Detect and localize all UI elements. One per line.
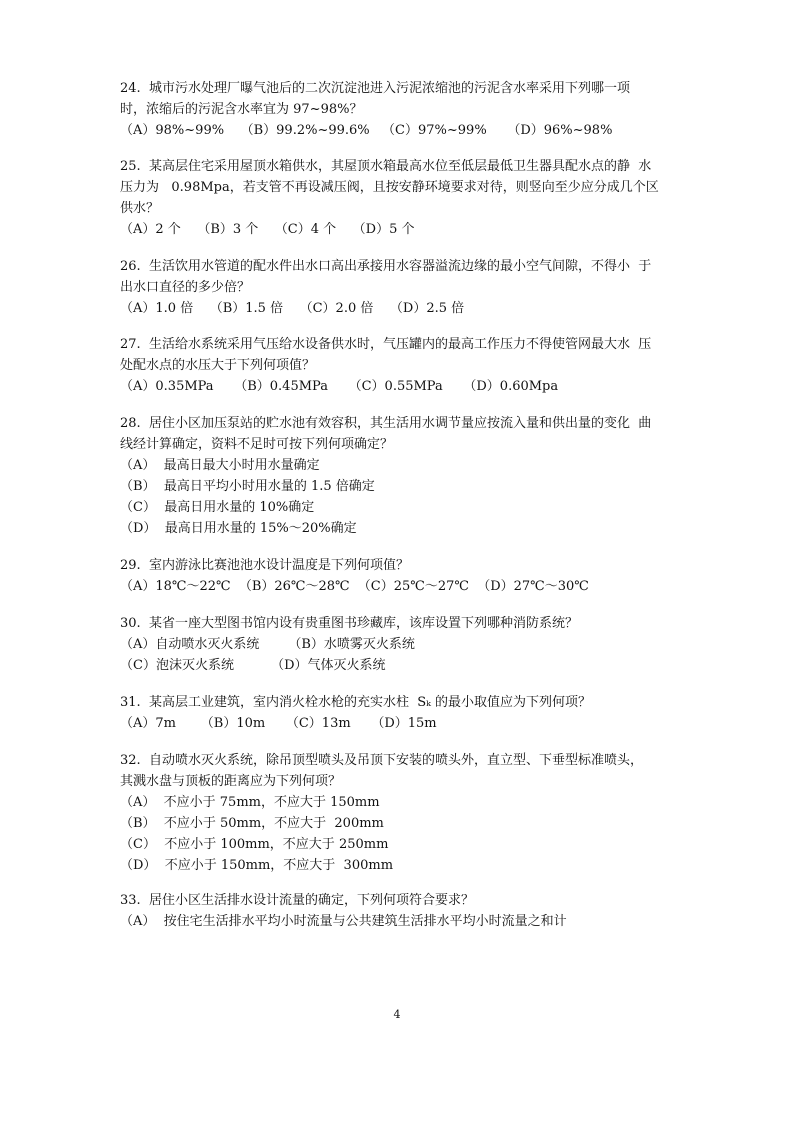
question-text: 线经计算确定，资料不足时可按下列何项确定？ bbox=[120, 437, 394, 452]
question-text: 其溅水盘与顶板的距离应为下列何项？ bbox=[120, 774, 342, 789]
question-31 bbox=[120, 692, 680, 734]
answer-option-c: （C） 最高日用水量的 10%确定 bbox=[120, 500, 315, 515]
answer-option-a: （A） 不应小于 75mm，不应大于 150mm bbox=[120, 795, 380, 810]
question-24 bbox=[120, 78, 680, 141]
answer-options: （A）2 个 （B）3 个 （C）4 个 （D）5 个 bbox=[120, 222, 415, 237]
question-text: 33. 居住小区生活排水设计流量的确定，下列何项符合要求？ bbox=[120, 893, 474, 908]
answer-option-d: （D） 不应小于 150mm，不应大于 300mm bbox=[120, 858, 394, 873]
question-33 bbox=[120, 890, 680, 932]
question-text: 时，浓缩后的污泥含水率宜为 97~98%？ bbox=[120, 102, 363, 117]
question-29 bbox=[120, 555, 680, 597]
question-text: 供水？ bbox=[120, 201, 160, 216]
question-28 bbox=[120, 413, 680, 539]
question-text: 压力为 0.98Mpa，若支管不再设减压阀，且按安静环境要求对待，则竖向至少应分成几个区 bbox=[120, 180, 659, 195]
answer-options: （A）18℃～22℃ （B）26℃～28℃ （C）25℃～27℃ （D）27℃～30℃ bbox=[120, 579, 589, 594]
question-text: 30. 某省一座大型图书馆内设有贵重图书珍藏库，该库设置下列哪种消防系统？ bbox=[120, 616, 578, 631]
question-text: 28. 居住小区加压泵站的贮水池有效容积，其生活用水调节量应按流入量和供出量的变化 曲 bbox=[120, 416, 652, 431]
answer-options: （A）0.35MPa （B）0.45MPa （C）0.55MPa （D）0.60Mpa bbox=[120, 379, 559, 394]
question-text: 26. 生活饮用水管道的配水件出水口高出承接用水容器溢流边缘的最小空气间隙，不得小 于 bbox=[120, 259, 652, 274]
answer-options-row-1: （A）自动喷水灭火系统 （B）水喷雾灭火系统 bbox=[120, 637, 415, 652]
answer-options: （A）98%~99% （B）99.2%~99.6% （C）97%~99% （D）96%~98% bbox=[120, 123, 613, 138]
answer-option-b: （B） 不应小于 50mm，不应大于 200mm bbox=[120, 816, 384, 831]
answer-option-c: （C） 不应小于 100mm，不应大于 250mm bbox=[120, 837, 389, 852]
question-32 bbox=[120, 750, 680, 876]
answer-option-a: （A） 按住宅生活排水平均小时流量与公共建筑生活排水平均小时流量之和计 bbox=[120, 914, 567, 929]
question-text: 29. 室内游泳比赛池池水设计温度是下列何项值？ bbox=[120, 558, 409, 573]
question-27 bbox=[120, 334, 680, 397]
answer-options: （A）7m （B）10m （C）13m （D）15m bbox=[120, 716, 437, 731]
question-25 bbox=[120, 156, 680, 240]
answer-option-b: （B） 最高日平均小时用水量的 1.5 倍确定 bbox=[120, 479, 375, 494]
answer-option-d: （D） 最高日用水量的 15%～20%确定 bbox=[120, 521, 357, 536]
answer-options: （A）1.0 倍 （B）1.5 倍 （C）2.0 倍 （D）2.5 倍 bbox=[120, 301, 465, 316]
question-text: 24. 城市污水处理厂曝气池后的二次沉淀池进入污泥浓缩池的污泥含水率采用下列哪一项 bbox=[120, 81, 630, 96]
answer-options-row-2: （C）泡沫灭火系统 （D）气体灭火系统 bbox=[120, 658, 386, 673]
question-text: 处配水点的水压大于下列何项值？ bbox=[120, 358, 316, 373]
question-text: 32. 自动喷水灭火系统，除吊顶型喷头及吊顶下安装的喷头外，直立型、下垂型标准喷头， bbox=[120, 753, 643, 768]
question-text: 27. 生活给水系统采用气压给水设备供水时，气压罐内的最高工作压力不得使管网最大水 压 bbox=[120, 337, 652, 352]
question-30 bbox=[120, 613, 680, 676]
question-text: 25. 某高层住宅采用屋顶水箱供水，其屋顶水箱最高水位至低层最低卫生器具配水点的静 水 bbox=[120, 159, 652, 174]
page-number: 4 bbox=[393, 1008, 401, 1021]
question-26 bbox=[120, 256, 680, 319]
question-text: 31. 某高层工业建筑，室内消火栓水枪的充实水柱 Sₖ 的最小取值应为下列何项？ bbox=[120, 695, 591, 710]
answer-option-a: （A） 最高日最大小时用水量确定 bbox=[120, 458, 320, 473]
question-text: 出水口直径的多少倍？ bbox=[120, 280, 251, 295]
